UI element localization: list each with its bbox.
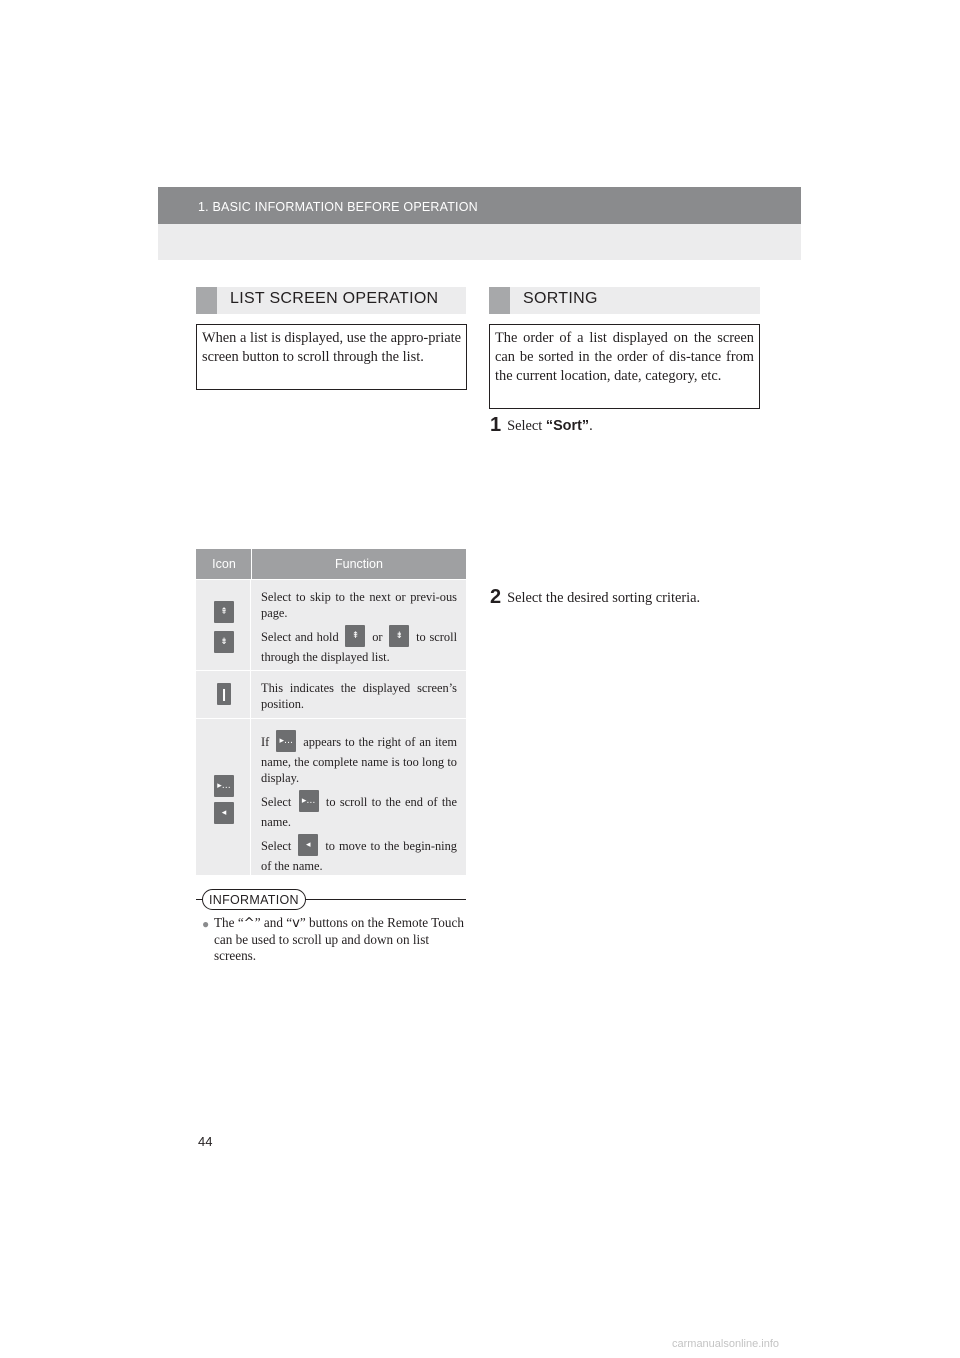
footer-watermark: carmanualsonline.info (672, 1338, 780, 1350)
name-scroll-right-icon: ▸… (214, 775, 234, 797)
name-scroll-left-icon: ◂ (298, 834, 318, 856)
table-row (196, 670, 466, 718)
step-1 (490, 414, 593, 437)
text-part: The (214, 915, 235, 930)
section-marker (196, 287, 217, 314)
scroll-position-icon: ❙ (217, 683, 231, 705)
step-text: Select the desired sorting criteria. (507, 590, 701, 606)
page-down-icon: ⇟ (389, 625, 409, 647)
chapter-header-strip (158, 224, 801, 260)
text-part: to move to the begin-ning of the name. (261, 838, 457, 873)
chapter-title: 1. BASIC INFORMATION BEFORE OPERATION (198, 200, 478, 214)
page-number: 44 (198, 1134, 213, 1149)
text-part: “ (237, 915, 244, 930)
intro-text: The order of a list displayed on the screen can be sorted in the order of dis-tance from the current location, date, category, etc. (495, 330, 754, 384)
name-scroll-right-icon: ▸… (299, 790, 319, 812)
function-cell (261, 719, 457, 874)
text-part: Select (261, 794, 292, 809)
information-body (202, 915, 464, 964)
section-header-sorting (489, 287, 760, 314)
step-2 (490, 586, 700, 609)
text-part: to scroll to the end of the name. (261, 794, 457, 829)
name-scroll-left-icon: ◂ (214, 802, 234, 824)
table-row (196, 579, 466, 670)
icon-cell (196, 671, 251, 718)
text-part: or (372, 629, 383, 644)
text-part: ” buttons on the Remote Touch can be used to scroll up and down on list screens. (214, 915, 464, 963)
information-label: INFORMATION (202, 889, 306, 910)
information-text (214, 915, 464, 964)
section-title: SORTING (523, 290, 598, 307)
intro-box-sorting (489, 324, 760, 409)
header-icon: Icon (212, 557, 236, 571)
section-marker (489, 287, 510, 314)
icon-function-table (196, 549, 466, 875)
function-text (261, 627, 457, 665)
header-function: Function (335, 557, 383, 571)
function-text: Select to skip to the next or previ-ous page. (261, 590, 457, 620)
intro-box-list (196, 324, 467, 390)
page-up-icon: ⇞ (345, 625, 365, 647)
arrow-down-icon: v (292, 916, 300, 931)
text-part: to scroll through the displayed list. (261, 629, 458, 664)
arrow-up-icon: ^ (243, 916, 255, 931)
table-header (196, 549, 466, 579)
function-text (261, 836, 457, 874)
intro-text: When a list is displayed, use the appro-priate screen button to scroll through the list. (202, 330, 461, 365)
function-cell (261, 580, 457, 665)
text-part: If (261, 734, 270, 749)
icon-cell (196, 580, 251, 670)
function-text (261, 732, 457, 786)
section-title: LIST SCREEN OPERATION (230, 290, 439, 307)
function-text: This indicates the displayed screen’s position. (261, 681, 457, 711)
function-cell (261, 671, 457, 712)
bullet-icon: ● (202, 917, 210, 931)
step-text: . (589, 418, 593, 434)
function-text (261, 792, 457, 830)
name-scroll-right-icon: ▸… (276, 730, 296, 752)
step-text: Select (507, 418, 546, 434)
step-number: 2 (490, 586, 502, 608)
text-part: Select (261, 838, 292, 853)
page-up-icon: ⇞ (214, 601, 234, 623)
text-part: Select and hold (261, 629, 339, 644)
page-down-icon: ⇟ (214, 631, 234, 653)
step-number: 1 (490, 414, 502, 436)
section-header-list-screen (196, 287, 466, 314)
text-part: appears to the right of an item name, the complete name is too long to display. (261, 734, 457, 785)
table-row (196, 718, 466, 875)
text-part: ” and “ (254, 915, 293, 930)
icon-cell (196, 719, 251, 875)
step-keyword: “Sort” (545, 418, 590, 434)
